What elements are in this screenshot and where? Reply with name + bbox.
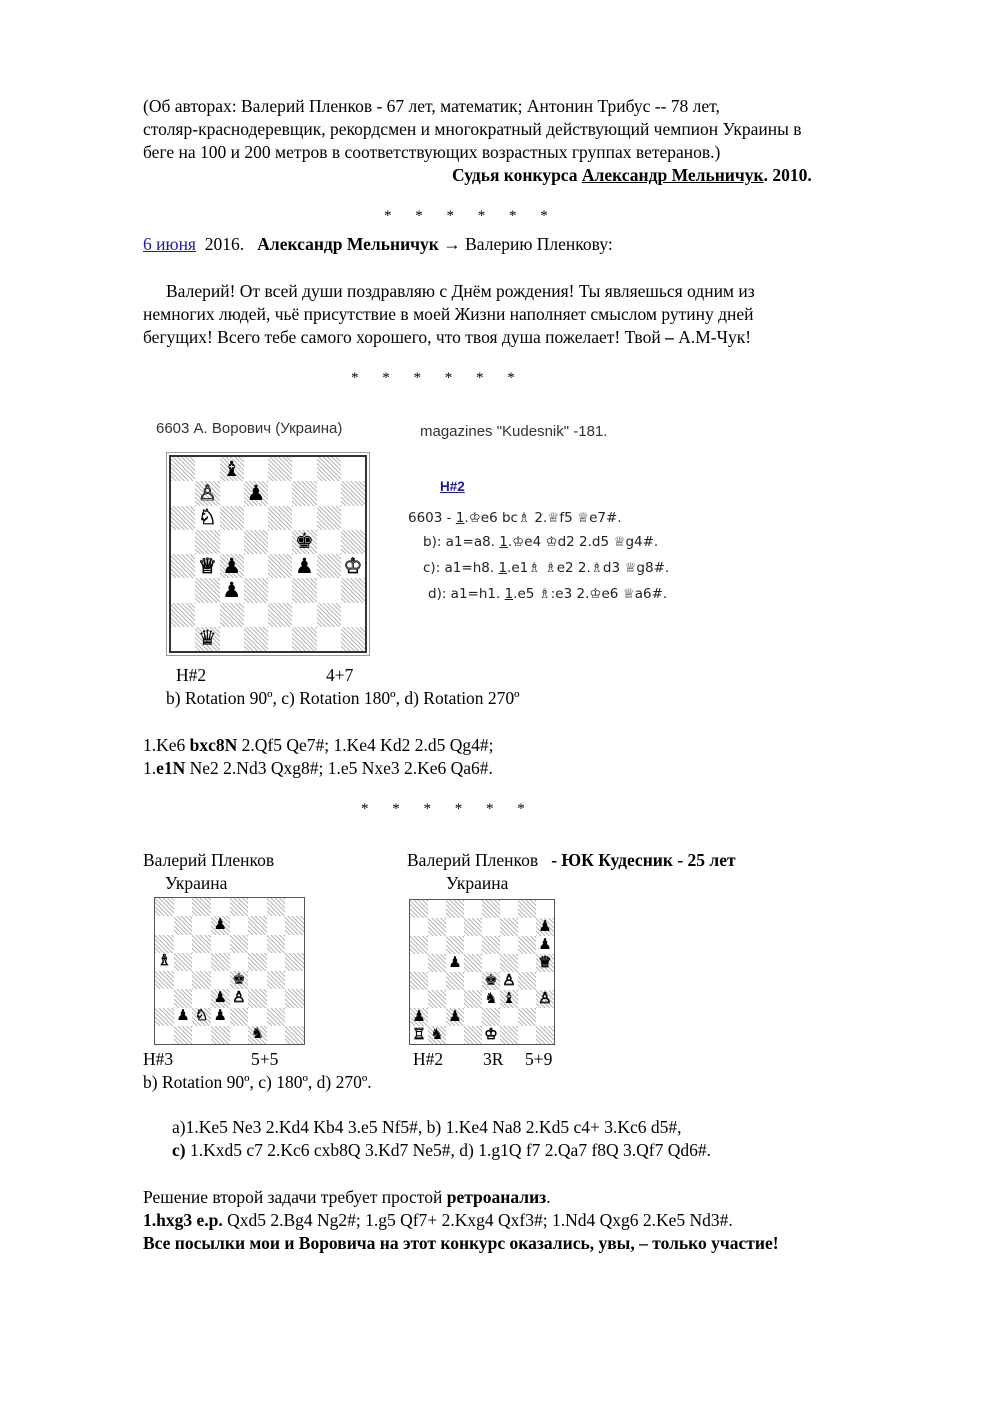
square-b4 xyxy=(174,971,193,989)
square-g1 xyxy=(518,1026,536,1044)
square-a6 xyxy=(171,506,195,530)
square-b5 xyxy=(174,953,193,971)
chess-piece-icon: ♟ xyxy=(294,553,314,578)
square-e5 xyxy=(482,954,500,972)
square-a7 xyxy=(410,918,428,936)
problem3-stipulation: H#2 xyxy=(413,1049,444,1069)
square-b6 xyxy=(174,935,193,953)
problem2-solutions-1: a)1.Ke5 Ne3 2.Kd4 Kb4 3.e5 Nf5#, b) 1.Ke4 Na8 2.Kd5 c4+ 3.Kc6 d5#, xyxy=(172,1117,682,1137)
square-b1 xyxy=(174,1026,193,1044)
chess-piece-icon: ♙ xyxy=(197,480,217,505)
square-d4 xyxy=(211,971,230,989)
square-h5 xyxy=(536,954,554,972)
problem2-country: Украина xyxy=(165,873,228,893)
square-g2 xyxy=(267,1008,286,1026)
solution-a: 6603 - 1.♔e6 bc♗ 2.♕f5 ♕e7#. xyxy=(408,510,622,526)
problem1-stipulation: H#2 xyxy=(176,665,207,685)
square-a8 xyxy=(171,457,195,481)
square-b7 xyxy=(428,918,446,936)
square-d8 xyxy=(244,457,268,481)
chess-piece-icon: ♘ xyxy=(197,505,217,530)
square-a2 xyxy=(171,603,195,627)
square-e6 xyxy=(230,935,249,953)
greeting-body-2: немногих людей, чьё присутствие в моей Жизни наполняет смыслом рутину дней xyxy=(143,304,754,324)
square-e3 xyxy=(230,989,249,1007)
square-e5 xyxy=(230,953,249,971)
square-e8 xyxy=(268,457,292,481)
chess-piece-icon: ♟ xyxy=(213,989,227,1006)
square-e3 xyxy=(482,990,500,1008)
square-g7 xyxy=(518,918,536,936)
square-f8 xyxy=(248,898,267,916)
square-d7 xyxy=(464,918,482,936)
square-h1 xyxy=(285,1026,304,1044)
square-a7 xyxy=(171,481,195,505)
square-f8 xyxy=(292,457,316,481)
square-d4 xyxy=(464,972,482,990)
square-e1 xyxy=(230,1026,249,1044)
square-f3 xyxy=(248,989,267,1007)
square-f1 xyxy=(500,1026,518,1044)
square-h3 xyxy=(341,578,365,602)
square-c4 xyxy=(192,971,211,989)
square-d5 xyxy=(211,953,230,971)
problem1-solution-line-1: 1.Ke6 bxc8N 2.Qf5 Qe7#; 1.Ke4 Kd2 2.d5 Qg4#; xyxy=(143,735,494,755)
square-h5 xyxy=(285,953,304,971)
problem2-twins: b) Rotation 90º, c) 180º, d) 270º. xyxy=(143,1072,372,1092)
square-f3 xyxy=(500,990,518,1008)
square-g3 xyxy=(518,990,536,1008)
chess-piece-icon: ♙ xyxy=(502,972,516,989)
chess-piece-icon: ♞ xyxy=(484,990,498,1007)
square-e8 xyxy=(482,900,500,918)
square-b6 xyxy=(428,936,446,954)
chess-piece-icon: ♟ xyxy=(448,1008,462,1025)
square-c3 xyxy=(220,578,244,602)
chess-piece-icon: ♖ xyxy=(412,1026,426,1043)
square-g1 xyxy=(317,627,341,651)
square-g7 xyxy=(267,916,286,934)
solution-c: c): a1=h8. 1.e1♗ ♗e2 2.♗d3 ♕g8#. xyxy=(423,560,670,576)
square-g3 xyxy=(267,989,286,1007)
square-h7 xyxy=(536,918,554,936)
square-f4 xyxy=(292,554,316,578)
square-f2 xyxy=(292,603,316,627)
square-a5 xyxy=(410,954,428,972)
square-e5 xyxy=(268,530,292,554)
square-c2 xyxy=(192,1008,211,1026)
square-g3 xyxy=(317,578,341,602)
square-f7 xyxy=(248,916,267,934)
square-a5 xyxy=(171,530,195,554)
square-g2 xyxy=(317,603,341,627)
chess-piece-icon: ♟ xyxy=(412,1008,426,1025)
problem1-solution-line-2: 1.e1N Ne2 2.Nd3 Qxg8#; 1.e5 Nxe3 2.Ke6 Qa6#. xyxy=(143,758,493,778)
square-c2 xyxy=(220,603,244,627)
square-h2 xyxy=(536,1008,554,1026)
square-f5 xyxy=(500,954,518,972)
square-f3 xyxy=(292,578,316,602)
square-b4 xyxy=(428,972,446,990)
square-f2 xyxy=(500,1008,518,1026)
problem2-material: 5+5 xyxy=(251,1049,279,1069)
judge-line xyxy=(452,164,812,186)
square-e2 xyxy=(268,603,292,627)
separator-1: * * * * * * xyxy=(384,208,558,224)
greeting-body-3: бегущих! Всего тебе самого хорошего, что твоя душа пожелает! Твой – А.М-Чук! xyxy=(143,327,752,347)
square-g8 xyxy=(267,898,286,916)
square-b3 xyxy=(428,990,446,1008)
chess-piece-icon: ♘ xyxy=(194,1008,209,1025)
chess-piece-icon: ♞ xyxy=(430,1026,444,1043)
square-h4 xyxy=(341,554,365,578)
square-b2 xyxy=(428,1008,446,1026)
chess-piece-icon: ♞ xyxy=(250,1026,265,1043)
greeting-dash: – xyxy=(665,327,674,347)
square-g8 xyxy=(317,457,341,481)
square-c3 xyxy=(192,989,211,1007)
square-c2 xyxy=(446,1008,464,1026)
square-h4 xyxy=(536,972,554,990)
square-g5 xyxy=(518,954,536,972)
square-c5 xyxy=(220,530,244,554)
square-c4 xyxy=(446,972,464,990)
square-e1 xyxy=(482,1026,500,1044)
chess-piece-icon: ♟ xyxy=(176,1008,190,1025)
chess-piece-icon: ♟ xyxy=(213,916,227,933)
square-a4 xyxy=(171,554,195,578)
square-f6 xyxy=(500,936,518,954)
square-a6 xyxy=(410,936,428,954)
square-g5 xyxy=(317,530,341,554)
square-c7 xyxy=(220,481,244,505)
square-a1 xyxy=(155,1026,174,1044)
retro-line-1: Решение второй задачи требует простой ретроанализ. xyxy=(143,1187,551,1207)
square-a1 xyxy=(410,1026,428,1044)
square-b8 xyxy=(195,457,219,481)
square-d6 xyxy=(211,935,230,953)
square-a2 xyxy=(410,1008,428,1026)
square-g2 xyxy=(518,1008,536,1026)
square-e6 xyxy=(268,506,292,530)
square-f1 xyxy=(292,627,316,651)
chess-board-1 xyxy=(169,455,367,653)
chess-piece-icon: ♕ xyxy=(538,954,552,971)
square-f5 xyxy=(248,953,267,971)
square-b6 xyxy=(195,506,219,530)
square-c5 xyxy=(446,954,464,972)
square-e4 xyxy=(482,972,500,990)
problem3-country: Украина xyxy=(446,873,509,893)
square-b8 xyxy=(174,898,193,916)
square-b1 xyxy=(428,1026,446,1044)
chess-piece-icon: ♕ xyxy=(197,553,217,578)
square-b2 xyxy=(195,603,219,627)
problem1-header: 6603 А. Ворович (Украина) xyxy=(156,420,343,437)
problem1-twins: b) Rotation 90º, c) Rotation 180º, d) Rotation 270º xyxy=(166,688,520,708)
solution-d: d): a1=h1. 1.e5 ♗:e3 2.♔e6 ♕a6#. xyxy=(428,586,668,602)
square-d4 xyxy=(244,554,268,578)
square-a5 xyxy=(155,953,174,971)
square-h1 xyxy=(341,627,365,651)
square-b1 xyxy=(195,627,219,651)
greeting-header xyxy=(143,233,613,255)
problem3-header: Валерий Пленков - ЮК Кудесник - 25 лет xyxy=(407,850,736,870)
greeting-from: Александр Мельничук xyxy=(257,234,439,254)
square-g4 xyxy=(267,971,286,989)
retro-line-2: 1.hxg3 e.p. Qxd5 2.Bg4 Ng2#; 1.g5 Qf7+ 2.Kxg4 Qxf3#; 1.Nd4 Qxg6 2.Ke5 Nd3#. xyxy=(143,1210,733,1230)
square-g4 xyxy=(317,554,341,578)
square-f5 xyxy=(292,530,316,554)
square-c6 xyxy=(192,935,211,953)
square-c6 xyxy=(446,936,464,954)
problem3-retro: 3R xyxy=(483,1049,504,1069)
square-c7 xyxy=(192,916,211,934)
square-a6 xyxy=(155,935,174,953)
square-h3 xyxy=(285,989,304,1007)
square-h2 xyxy=(285,1008,304,1026)
square-e1 xyxy=(268,627,292,651)
chess-piece-icon: ♟ xyxy=(538,918,552,935)
problem1-source: magazines "Kudesnik" -181. xyxy=(420,423,608,440)
chess-piece-icon: ♟ xyxy=(222,553,242,578)
square-h6 xyxy=(536,936,554,954)
chess-piece-icon: ♟ xyxy=(213,1008,227,1025)
chess-board-3 xyxy=(409,899,555,1045)
square-c8 xyxy=(192,898,211,916)
problem3-material: 5+9 xyxy=(525,1049,553,1069)
square-c8 xyxy=(446,900,464,918)
square-a3 xyxy=(171,578,195,602)
square-e4 xyxy=(230,971,249,989)
separator-3: * * * * * * xyxy=(361,801,535,817)
square-d6 xyxy=(464,936,482,954)
square-f7 xyxy=(292,481,316,505)
chess-piece-icon: ♚ xyxy=(294,529,314,554)
square-d1 xyxy=(211,1026,230,1044)
square-b7 xyxy=(195,481,219,505)
square-d7 xyxy=(211,916,230,934)
square-g7 xyxy=(317,481,341,505)
square-h8 xyxy=(341,457,365,481)
square-c8 xyxy=(220,457,244,481)
problem2-stipulation: H#3 xyxy=(143,1049,174,1069)
square-b2 xyxy=(174,1008,193,1026)
problem3-tourney: - ЮК Кудесник - 25 лет xyxy=(551,850,736,870)
problem2-solutions-2: c) 1.Kxd5 c7 2.Kc6 cxb8Q 3.Kd7 Ne5#, d) 1.g1Q f7 2.Qa7 f8Q 3.Qf7 Qd6#. xyxy=(172,1140,712,1160)
chess-piece-icon: ♔ xyxy=(343,553,363,578)
square-h8 xyxy=(285,898,304,916)
chess-piece-icon: ♝ xyxy=(222,456,242,481)
chess-piece-icon: ♚ xyxy=(484,972,498,989)
problem2-author: Валерий Пленков xyxy=(143,850,275,870)
judge-suffix: . 2010. xyxy=(763,165,812,185)
square-d8 xyxy=(211,898,230,916)
square-e7 xyxy=(230,916,249,934)
square-b3 xyxy=(195,578,219,602)
chess-piece-icon: ♙ xyxy=(232,989,246,1006)
square-c1 xyxy=(192,1026,211,1044)
chess-piece-icon: ♟ xyxy=(448,954,462,971)
square-c1 xyxy=(446,1026,464,1044)
square-d5 xyxy=(244,530,268,554)
square-h4 xyxy=(285,971,304,989)
square-d3 xyxy=(464,990,482,1008)
square-g4 xyxy=(518,972,536,990)
square-f2 xyxy=(248,1008,267,1026)
solution-b: b): a1=a8. 1.♔e4 ♔d2 2.d5 ♕g4#. xyxy=(423,534,659,550)
chess-piece-icon: ♚ xyxy=(232,971,246,988)
square-d3 xyxy=(244,578,268,602)
square-e3 xyxy=(268,578,292,602)
square-e6 xyxy=(482,936,500,954)
square-d3 xyxy=(211,989,230,1007)
square-f6 xyxy=(248,935,267,953)
square-h8 xyxy=(536,900,554,918)
arrow-icon: → xyxy=(443,234,461,254)
square-h2 xyxy=(341,603,365,627)
authors-note-line-3: беге на 100 и 200 метров в соответствующих возрастных группах ветеранов.) xyxy=(143,142,721,162)
chess-piece-icon: ♙ xyxy=(538,990,552,1007)
greeting-body-1: Валерий! От всей души поздравляю с Днём рождения! Ты являешься одним из xyxy=(166,281,755,301)
square-h7 xyxy=(285,916,304,934)
square-e8 xyxy=(230,898,249,916)
square-d2 xyxy=(464,1008,482,1026)
square-b8 xyxy=(428,900,446,918)
square-a3 xyxy=(155,989,174,1007)
square-e7 xyxy=(268,481,292,505)
square-f4 xyxy=(500,972,518,990)
square-b5 xyxy=(195,530,219,554)
square-f8 xyxy=(500,900,518,918)
square-c7 xyxy=(446,918,464,936)
greeting-to: Валерию Пленкову: xyxy=(465,234,613,254)
problem1-material: 4+7 xyxy=(326,665,354,685)
separator-2: * * * * * * xyxy=(351,370,525,386)
square-e4 xyxy=(268,554,292,578)
square-g6 xyxy=(518,936,536,954)
chess-piece-icon: ♝ xyxy=(502,990,516,1007)
square-b7 xyxy=(174,916,193,934)
square-b4 xyxy=(195,554,219,578)
square-d7 xyxy=(244,481,268,505)
square-d5 xyxy=(464,954,482,972)
square-f4 xyxy=(248,971,267,989)
square-a2 xyxy=(155,1008,174,1026)
square-g8 xyxy=(518,900,536,918)
square-g6 xyxy=(267,935,286,953)
chess-piece-icon: ♔ xyxy=(484,1026,498,1043)
square-g5 xyxy=(267,953,286,971)
closing-line: Все посылки мои и Воровича на этот конкурс оказались, увы, – только участие! xyxy=(143,1233,779,1253)
square-a4 xyxy=(410,972,428,990)
square-d1 xyxy=(464,1026,482,1044)
square-f7 xyxy=(500,918,518,936)
square-h7 xyxy=(341,481,365,505)
square-e2 xyxy=(482,1008,500,1026)
square-h6 xyxy=(285,935,304,953)
greeting-year: 2016. xyxy=(204,234,245,254)
chess-piece-icon: ♟ xyxy=(222,577,242,602)
square-d2 xyxy=(211,1008,230,1026)
square-e7 xyxy=(482,918,500,936)
square-a8 xyxy=(410,900,428,918)
square-d8 xyxy=(464,900,482,918)
authors-note-line-2: столяр-краснодеревщик, рекордсмен и многократный действующий чемпион Украины в xyxy=(143,119,802,139)
square-b5 xyxy=(428,954,446,972)
square-h6 xyxy=(341,506,365,530)
square-h1 xyxy=(536,1026,554,1044)
square-g6 xyxy=(317,506,341,530)
chess-piece-icon: ♟ xyxy=(246,480,266,505)
square-c3 xyxy=(446,990,464,1008)
h2-link[interactable]: H#2 xyxy=(440,479,465,494)
chess-piece-icon: ♛ xyxy=(197,626,217,651)
greeting-signature: А.М-Чук! xyxy=(678,327,752,347)
chess-board-2 xyxy=(154,897,305,1045)
square-a8 xyxy=(155,898,174,916)
chess-piece-icon: ♗ xyxy=(157,953,172,970)
square-d1 xyxy=(244,627,268,651)
square-h3 xyxy=(536,990,554,1008)
square-b3 xyxy=(174,989,193,1007)
judge-prefix: Судья конкурса xyxy=(452,165,582,185)
square-g1 xyxy=(267,1026,286,1044)
date-link[interactable]: 6 июня xyxy=(143,234,196,254)
authors-note-line-1: (Об авторах: Валерий Пленков - 67 лет, математик; Антонин Трибус -- 78 лет, xyxy=(143,96,720,116)
square-c1 xyxy=(220,627,244,651)
judge-name: Александр Мельничук xyxy=(581,165,764,185)
square-a4 xyxy=(155,971,174,989)
square-c5 xyxy=(192,953,211,971)
square-e2 xyxy=(230,1008,249,1026)
square-f6 xyxy=(292,506,316,530)
square-h5 xyxy=(341,530,365,554)
square-f1 xyxy=(248,1026,267,1044)
chess-piece-icon: ♟ xyxy=(538,936,552,953)
square-a1 xyxy=(171,627,195,651)
square-d2 xyxy=(244,603,268,627)
square-a7 xyxy=(155,916,174,934)
square-a3 xyxy=(410,990,428,1008)
square-d6 xyxy=(244,506,268,530)
square-c4 xyxy=(220,554,244,578)
square-c6 xyxy=(220,506,244,530)
